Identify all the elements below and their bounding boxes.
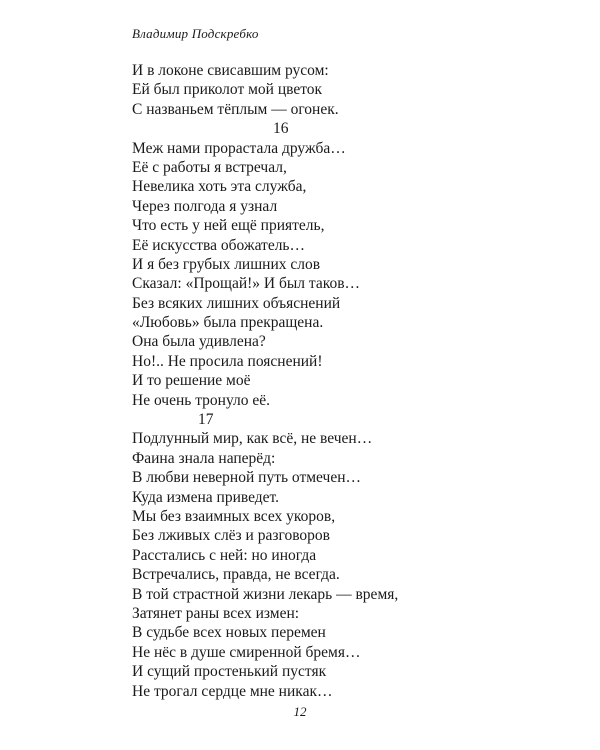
poem-line: Что есть у ней ещё приятель, — [132, 217, 325, 235]
poem-line: И я без грубых лишних слов — [132, 255, 321, 273]
poem-line: «Любовь» была прекращена. — [132, 314, 324, 332]
poem-line: Но!.. Не просила пояснений! — [132, 352, 323, 370]
poem-line: Она была удивлена? — [132, 333, 266, 351]
poem-line: Через полгода я узнал — [132, 197, 278, 215]
poem-line: Не очень тронуло её. — [132, 391, 271, 409]
page-number: 12 — [293, 704, 307, 719]
poem-line: Мы без взаимных всех укоров, — [132, 507, 336, 525]
poem-line: В судьбе всех новых перемен — [132, 624, 326, 642]
poem-line: Фаина знала наперёд: — [132, 449, 276, 467]
poem-line: Сказал: «Прощай!» И был таков… — [132, 275, 361, 293]
poem-line: И сущий простенький пустяк — [132, 663, 327, 681]
poem-line: Не трогал сердце мне никак… — [132, 682, 333, 700]
poem-line: Не нёс в душе смиренной бремя… — [132, 643, 361, 661]
poem-line: Куда измена приведет. — [132, 488, 280, 506]
poem-line: И в локоне свисавшим русом: — [132, 62, 329, 79]
poem-line: Ей был приколот мой цветок — [132, 81, 323, 99]
poem-line: И то решение моё — [132, 372, 251, 390]
poem-line: Подлунный мир, как всё, не вечен… — [132, 430, 373, 448]
poem-line: Невелика хоть эта служба, — [132, 178, 307, 196]
poem-line: Без всяких лишних объяснений — [132, 294, 341, 312]
poem-line: Её с работы я встречал, — [132, 158, 287, 176]
poem-line: В той страстной жизни лекарь — время, — [132, 585, 399, 603]
poem-line: Без лживых слёз и разговоров — [132, 527, 330, 545]
poem-line: Её искусства обожатель… — [132, 236, 306, 254]
section-number-17: 17 — [198, 411, 214, 429]
poem-line: Меж нами прорастала дружба… — [132, 139, 346, 157]
poem-line: Расстались с ней: но иногда — [132, 546, 317, 564]
poem-line: Затянет раны всех измен: — [132, 604, 300, 622]
poem-line: В любви неверной путь отмечен… — [132, 469, 362, 487]
poem-text-block — [132, 61, 532, 701]
section-number-16: 16 — [273, 120, 289, 138]
running-head-author: Владимир Подскребко — [132, 26, 259, 41]
poem-line: С названьем тёплым — огонек. — [132, 100, 339, 118]
poem-line: Встречались, правда, не всегда. — [132, 566, 340, 584]
